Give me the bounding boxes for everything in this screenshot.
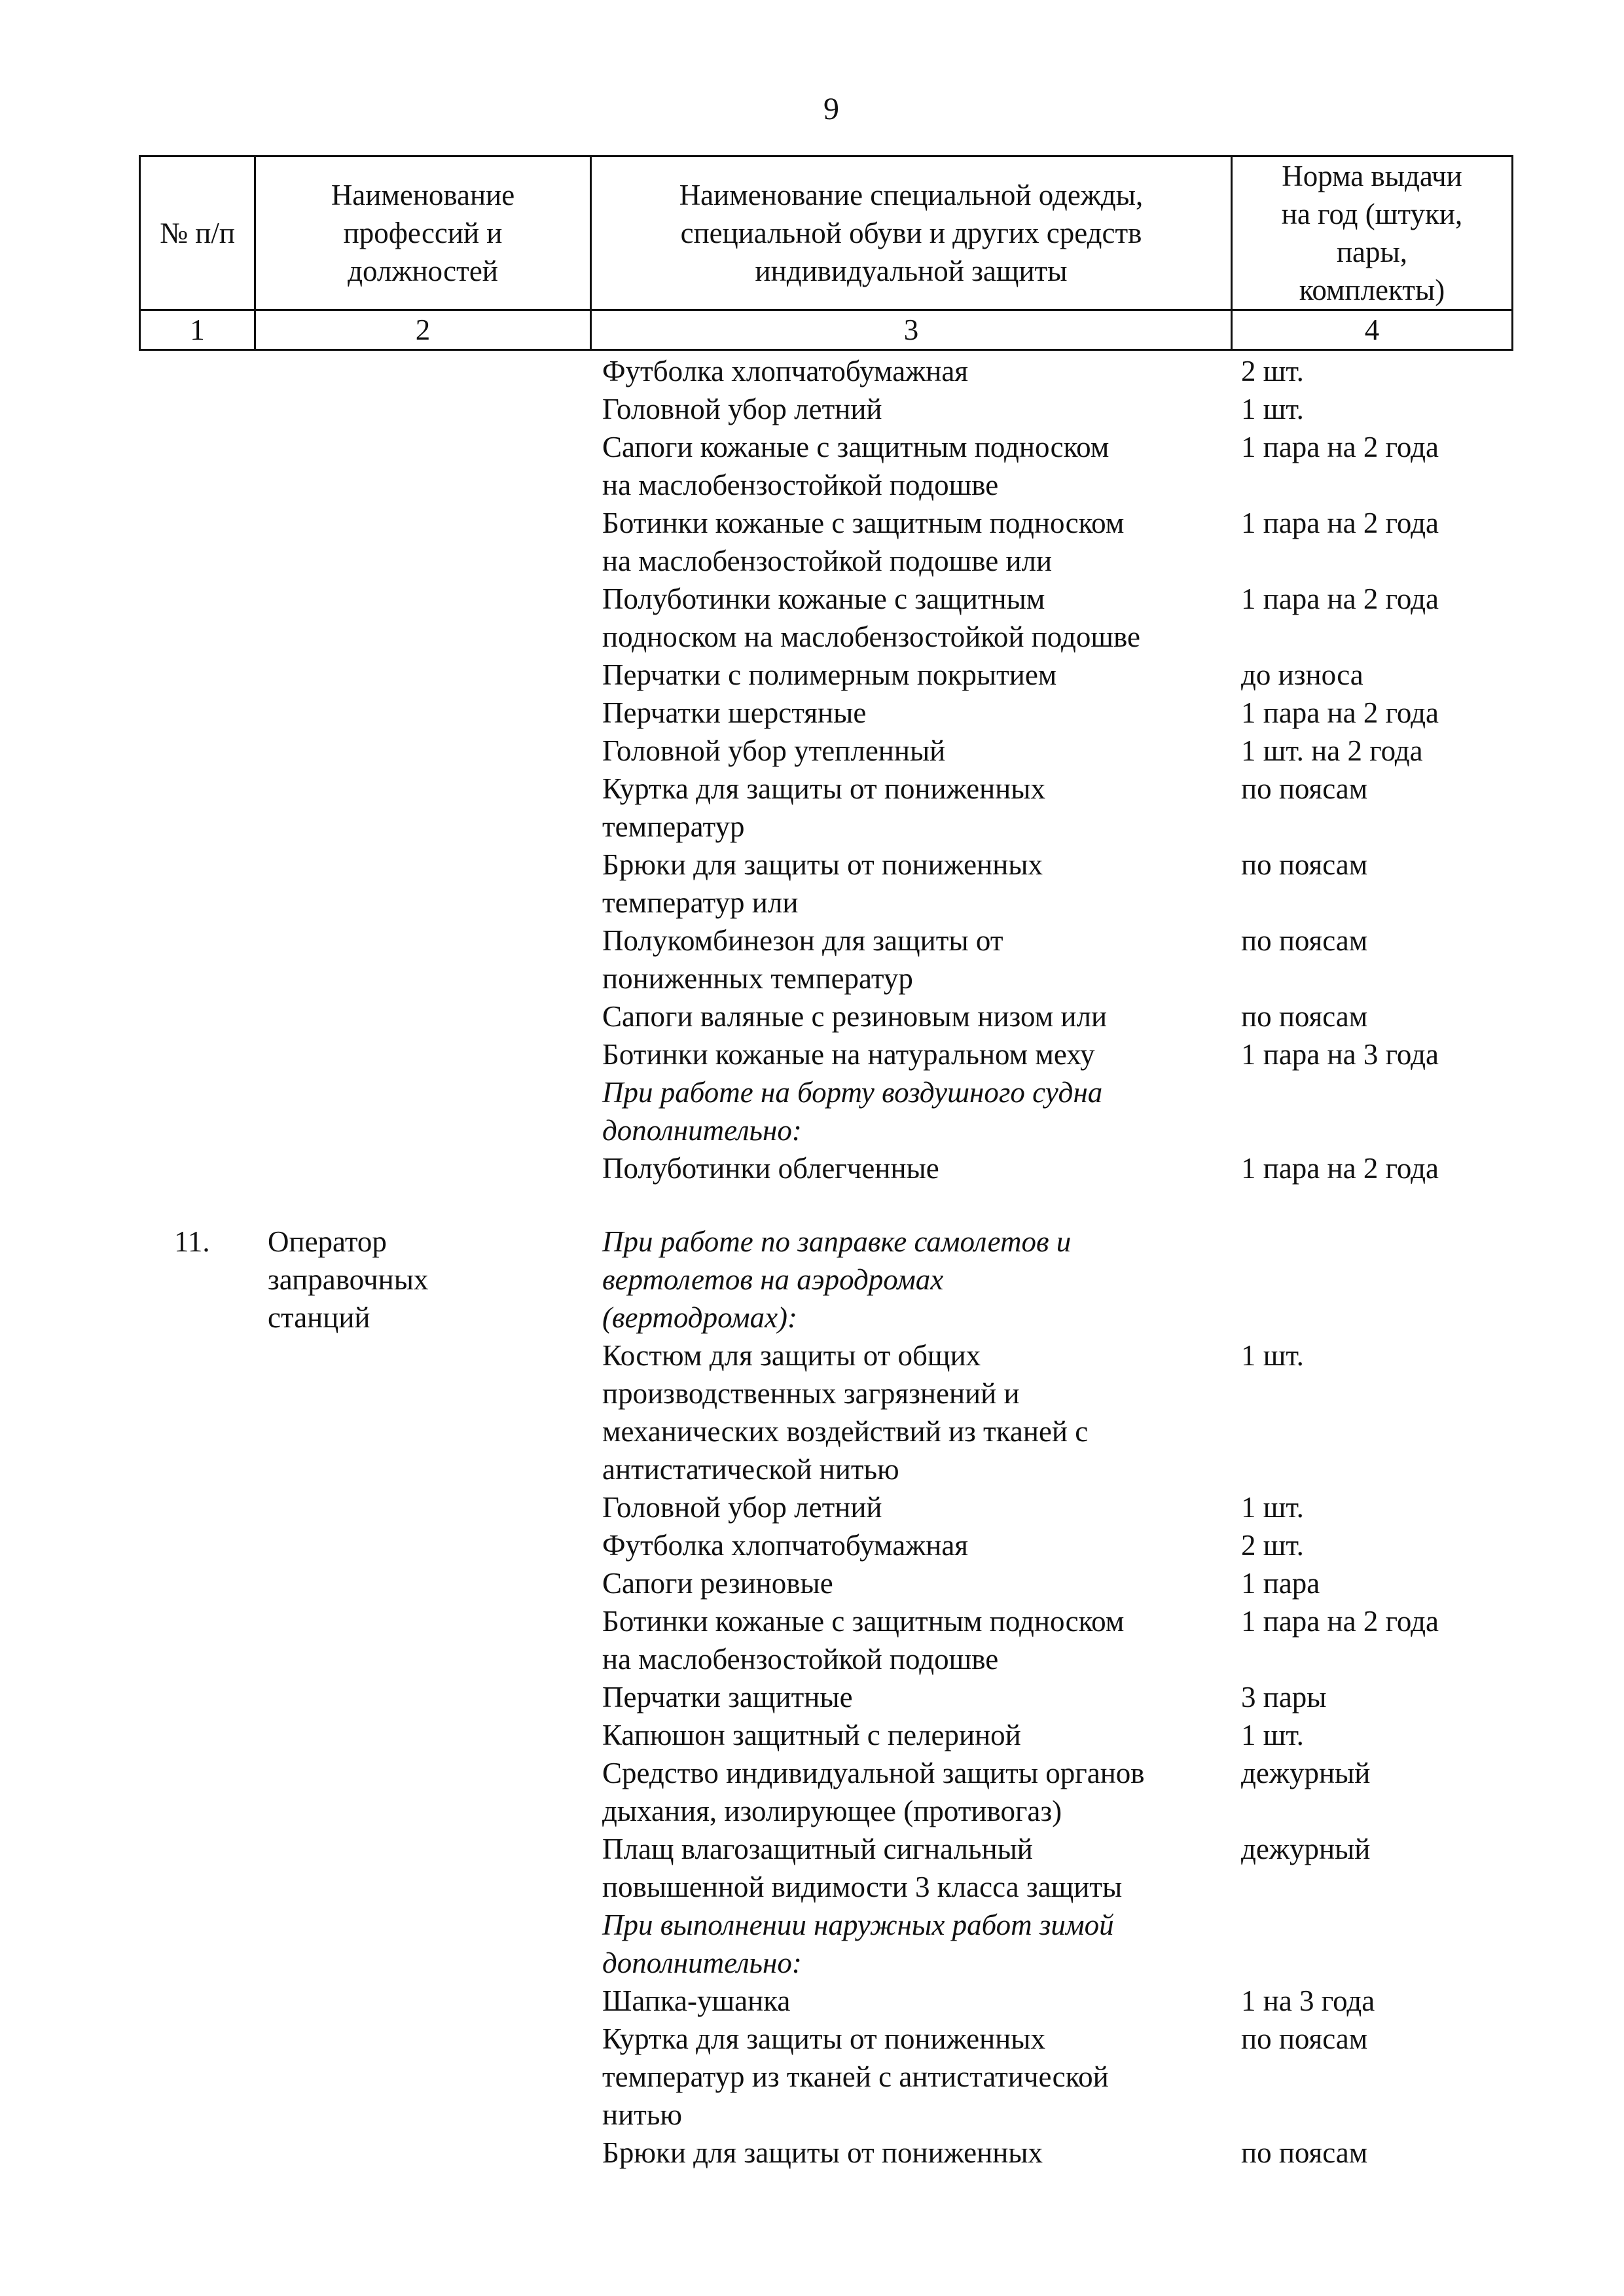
header-col1-line: № п/п [160,217,235,249]
profession-line: Оператор [268,1225,387,1258]
item-name-line: Ботинки кожаные с защитным подноском [602,1605,1125,1638]
item-name-line: Полуботинки кожаные с защитным [602,583,1045,615]
item-name-line: пониженных температур [602,962,913,995]
item-name-line: дыхания, изолирующее (противогаз) [602,1795,1062,1827]
item-name-line: Брюки для защиты от пониженных [602,848,1043,881]
item-name-line: Брюки для защиты от пониженных [602,2136,1043,2169]
item-name-line: на маслобензостойкой подошве или [602,545,1053,577]
header-col3-line: Наименование специальной одежды, [679,179,1144,211]
item-norm: 1 пара на 2 года [1241,1152,1439,1185]
profession-line: заправочных [268,1263,429,1296]
subheading-line: дополнительно: [602,1114,802,1147]
column-number: 4 [1232,310,1513,350]
subheading-line: При работе по заправке самолетов и [602,1225,1072,1258]
item-name-line: Сапоги валяные с резиновым низом или [602,1000,1108,1033]
item-norm: 1 пара [1241,1567,1320,1600]
item-name-line: Капюшон защитный с пелериной [602,1719,1021,1751]
item-norm: 1 пара на 2 года [1241,696,1439,729]
header-col3-line: индивидуальной защиты [755,255,1068,287]
item-name-line: Головной убор летний [602,393,882,425]
item-name-line: Футболка хлопчатобумажная [602,1529,969,1562]
subheading-line: вертолетов на аэродромах [602,1263,944,1296]
item-norm: до износа [1241,658,1363,691]
item-name-line: Шапка-ушанка [602,1984,791,2017]
item-name-line: Перчатки защитные [602,1681,853,1713]
item-norm: дежурный [1241,1757,1371,1789]
header-col4-line: Норма выдачи [1282,160,1462,192]
item-name-line: нитью [602,2098,682,2131]
item-name-line: температур из тканей с антистатической [602,2060,1109,2093]
item-norm: 1 пара на 2 года [1241,583,1439,615]
profession-line: станций [268,1301,370,1334]
item-name-line: Ботинки кожаные на натуральном меху [602,1038,1095,1071]
item-name-line: температур [602,810,745,843]
item-norm: 1 шт. [1241,1719,1304,1751]
item-norm: по поясам [1241,2136,1368,2169]
item-norm: по поясам [1241,848,1368,881]
item-norm: 1 пара на 3 года [1241,1038,1439,1071]
column-number: 1 [140,310,255,350]
item-norm: 2 шт. [1241,355,1304,387]
header-col-equipment [591,156,1232,310]
item-name-line: Ботинки кожаные с защитным подноском [602,507,1125,539]
column-number-row [140,310,1513,350]
item-norm: 1 шт. [1241,393,1304,425]
item-name-line: Сапоги резиновые [602,1567,833,1600]
item-name-line: механических воздействий из тканей с [602,1415,1089,1448]
item-norm: дежурный [1241,1833,1371,1865]
header-col4-line: комплекты) [1299,274,1445,306]
item-name-line: Полуботинки облегченные [602,1152,939,1185]
item-norm: 2 шт. [1241,1529,1304,1562]
subheading-line: (вертодромах): [602,1301,798,1334]
item-name-line: Средство индивидуальной защиты органов [602,1757,1145,1789]
table-header [139,155,1513,351]
item-name-line: Сапоги кожаные с защитным подноском [602,431,1110,463]
header-col-profession [255,156,591,310]
item-name-line: Перчатки шерстяные [602,696,867,729]
item-name-line: Перчатки с полимерным покрытием [602,658,1057,691]
item-norm: 1 пара на 2 года [1241,1605,1439,1638]
item-norm: 1 на 3 года [1241,1984,1375,2017]
header-col4-line: пары, [1336,236,1408,268]
item-name-line: Костюм для защиты от общих [602,1339,981,1372]
item-name-line: на маслобензостойкой подошве [602,469,999,501]
item-norm: 1 шт. [1241,1339,1304,1372]
item-norm: по поясам [1241,924,1368,957]
header-col3-line: специальной обуви и других средств [680,217,1142,249]
item-norm: по поясам [1241,2022,1368,2055]
item-name-line: Головной убор утепленный [602,734,946,767]
item-name-line: температур или [602,886,799,919]
item-norm: 1 пара на 2 года [1241,431,1439,463]
item-norm: 1 шт. на 2 года [1241,734,1423,767]
item-name-line: Футболка хлопчатобумажная [602,355,969,387]
item-name-line: Полукомбинезон для защиты от [602,924,1003,957]
item-norm: по поясам [1241,1000,1368,1033]
item-norm: 1 шт. [1241,1491,1304,1524]
subheading-line: При работе на борту воздушного судна [602,1076,1103,1109]
item-name-line: Куртка для защиты от пониженных [602,2022,1045,2055]
item-name-line: Плащ влагозащитный сигнальный [602,1833,1033,1865]
row-number: 11. [174,1225,210,1258]
item-name-line: Головной убор летний [602,1491,882,1524]
header-row [140,156,1513,310]
header-col2-line: Наименование [331,179,515,211]
column-number: 2 [255,310,591,350]
header-col4-line: на год (штуки, [1281,198,1463,230]
header-col2-line: профессий и [343,217,503,249]
subheading-line: При выполнении наружных работ зимой [602,1909,1114,1941]
item-name-line: производственных загрязнений и [602,1377,1020,1410]
subheading-line: дополнительно: [602,1946,802,1979]
item-name-line: Куртка для защиты от пониженных [602,772,1045,805]
header-col-number [140,156,255,310]
header-col-norm [1232,156,1513,310]
item-name-line: антистатической нитью [602,1453,899,1486]
item-name-line: на маслобензостойкой подошве [602,1643,999,1676]
header-col2-line: должностей [348,255,498,287]
item-norm: по поясам [1241,772,1368,805]
column-number: 3 [591,310,1232,350]
item-norm: 3 пары [1241,1681,1327,1713]
page-number: 9 [823,92,839,126]
item-name-line: подноском на маслобензостойкой подошве [602,620,1140,653]
item-norm: 1 пара на 2 года [1241,507,1439,539]
item-name-line: повышенной видимости 3 класса защиты [602,1871,1123,1903]
